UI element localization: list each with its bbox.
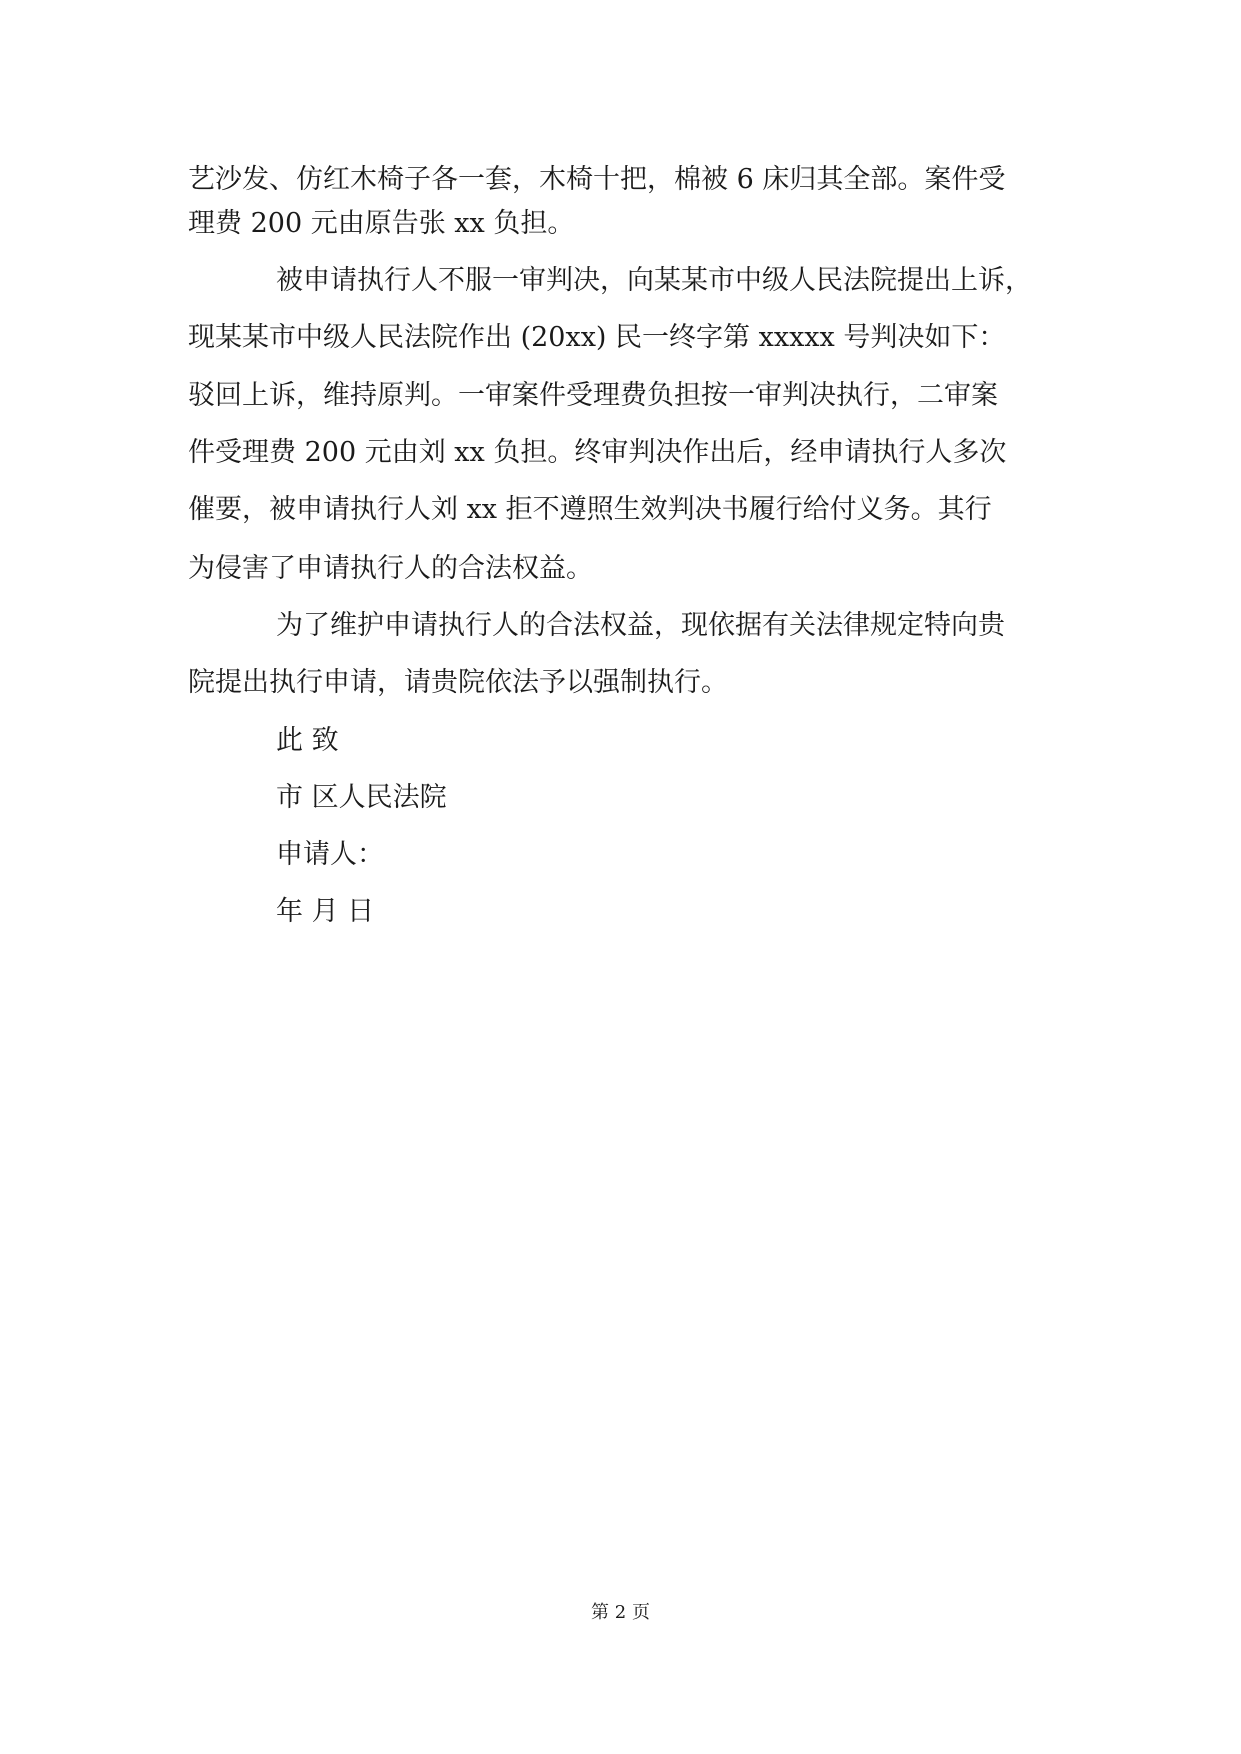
body-line-2: 理费 200 元由原告张 xx 负担。 [188, 208, 575, 239]
date-line: 年 月 日 [276, 896, 375, 927]
body-line-6: 件受理费 200 元由刘 xx 负担。终审判决作出后，经申请执行人多次 [188, 437, 1007, 468]
body-line-4: 现某某市中级人民法院作出 (20xx) 民一终字第 xxxxx 号判决如下： [188, 322, 1006, 353]
body-line-3: 被申请执行人不服一审判决，向某某市中级人民法院提出上诉， [276, 265, 1032, 296]
body-line-5: 驳回上诉，维持原判。一审案件受理费负担按一审判决执行，二审案 [188, 380, 998, 411]
body-line-10: 院提出执行申请，请贵院依法予以强制执行。 [188, 667, 728, 698]
applicant-label: 申请人： [276, 839, 384, 870]
page-number: 第 2 页 [591, 1602, 650, 1623]
body-line-8: 为侵害了申请执行人的合法权益。 [188, 553, 593, 584]
body-line-1: 艺沙发、仿红木椅子各一套，木椅十把，棉被 6 床归其全部。案件受 [188, 164, 1006, 195]
body-line-9: 为了维护申请执行人的合法权益，现依据有关法律规定特向贵 [276, 610, 1005, 641]
court-addressee: 市 区人民法院 [276, 782, 447, 813]
salutation: 此 致 [276, 725, 339, 756]
body-line-7: 催要，被申请执行人刘 xx 拒不遵照生效判决书履行给付义务。其行 [188, 494, 992, 525]
